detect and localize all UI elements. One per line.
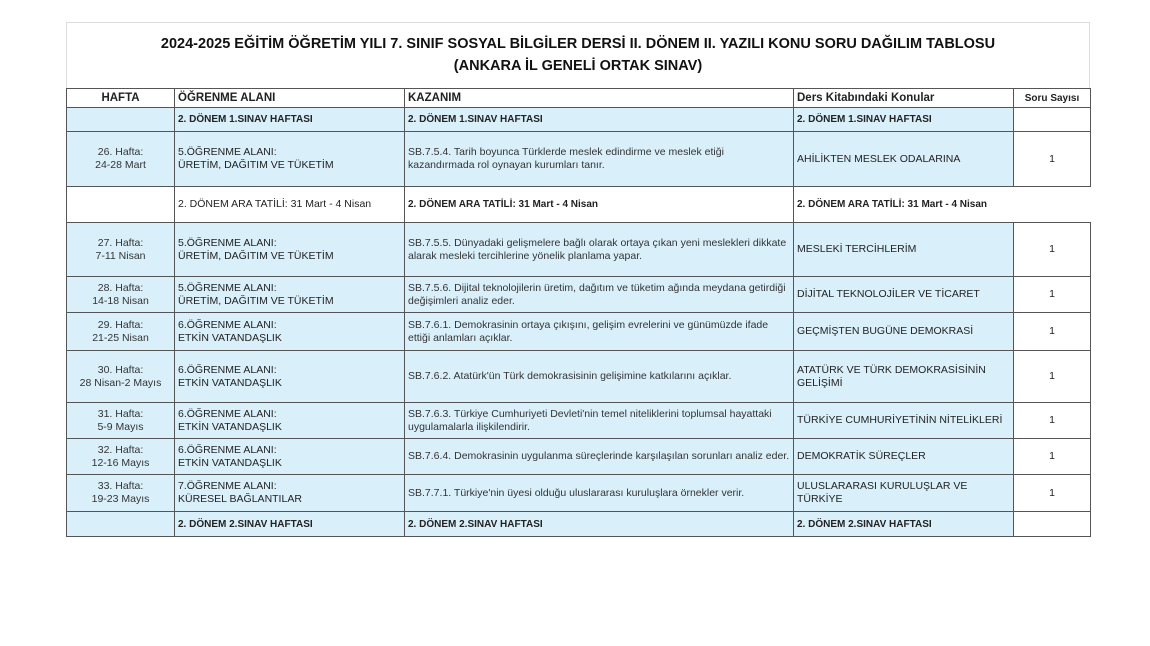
table-row — [67, 351, 1091, 403]
table-row — [67, 277, 1091, 313]
cell-hafta — [67, 475, 175, 512]
cell-ogrenme — [175, 351, 405, 403]
header-konular: Ders Kitabındaki Konular — [794, 89, 1014, 108]
learning-area-number: 6.ÖĞRENME ALANI: — [178, 363, 277, 376]
cell-kazanim: SB.7.5.5. Dünyadaki gelişmelere bağlı olarak ortaya çıkan yeni meslekleri dikkate alarak mesleki tercihlerine yönelik planlama yapar. — [405, 223, 794, 277]
cell-kazanim: SB.7.6.3. Türkiye Cumhuriyeti Devleti'nin temel niteliklerini toplumsal hayattaki uygulamalarla ilişkilendirir. — [405, 403, 794, 439]
week-label: 32. Hafta: — [97, 443, 144, 456]
title-line-2: (ANKARA İL GENELİ ORTAK SINAV) — [453, 58, 703, 74]
cell-konu: 2. DÖNEM 2.SINAV HAFTASI — [794, 512, 1014, 537]
cell-konu: DEMOKRATİK SÜREÇLER — [794, 439, 1014, 475]
learning-area-number: 5.ÖĞRENME ALANI: — [178, 281, 277, 294]
learning-area-name: ETKİN VATANDAŞLIK — [178, 456, 282, 469]
cell-konu: DİJİTAL TEKNOLOJİLER VE TİCARET — [794, 277, 1014, 313]
cell-konu: 2. DÖNEM 1.SINAV HAFTASI — [794, 108, 1014, 132]
cell-ogrenme: 2. DÖNEM 2.SINAV HAFTASI — [175, 512, 405, 537]
cell-hafta — [67, 313, 175, 351]
cell-soru: 1 — [1014, 223, 1091, 277]
table-row-exam-1 — [67, 108, 1091, 132]
cell-ogrenme — [175, 132, 405, 187]
week-label: 27. Hafta: — [97, 236, 144, 249]
cell-hafta — [67, 277, 175, 313]
cell-konu: MESLEKİ TERCİHLERİM — [794, 223, 1014, 277]
cell-konu: AHİLİKTEN MESLEK ODALARINA — [794, 132, 1014, 187]
cell-konu: 2. DÖNEM ARA TATİLİ: 31 Mart - 4 Nisan — [794, 187, 1091, 223]
cell-kazanim: SB.7.7.1. Türkiye'nin üyesi olduğu uluslararası kuruluşlara örnekler verir. — [405, 475, 794, 512]
cell-ogrenme — [175, 475, 405, 512]
cell-kazanim: 2. DÖNEM 1.SINAV HAFTASI — [405, 108, 794, 132]
cell-empty — [67, 187, 175, 223]
table-row — [67, 439, 1091, 475]
cell-konu: TÜRKİYE CUMHURİYETİNİN NİTELİKLERİ — [794, 403, 1014, 439]
table-row-exam-2 — [67, 512, 1091, 537]
learning-area-name: ETKİN VATANDAŞLIK — [178, 376, 282, 389]
learning-area-name: ÜRETİM, DAĞITIM VE TÜKETİM — [178, 249, 334, 262]
table-row — [67, 223, 1091, 277]
cell-soru: 1 — [1014, 277, 1091, 313]
cell-kazanim: SB.7.5.6. Dijital teknolojilerin üretim, dağıtım ve tüketim ağında meydana getirdiği değişimleri analiz eder. — [405, 277, 794, 313]
cell-kazanim: 2. DÖNEM ARA TATİLİ: 31 Mart - 4 Nisan — [405, 187, 794, 223]
header-hafta: HAFTA — [67, 89, 175, 108]
cell-ogrenme: 2. DÖNEM 1.SINAV HAFTASI — [175, 108, 405, 132]
cell-hafta — [67, 223, 175, 277]
week-dates: 21-25 Nisan — [92, 331, 149, 344]
learning-area-name: ETKİN VATANDAŞLIK — [178, 420, 282, 433]
week-label: 26. Hafta: — [97, 146, 144, 158]
cell-soru: 1 — [1014, 351, 1091, 403]
cell-kazanim: 2. DÖNEM 2.SINAV HAFTASI — [405, 512, 794, 537]
week-dates: 14-18 Nisan — [92, 294, 149, 307]
week-label: 33. Hafta: — [97, 480, 144, 492]
cell-empty — [1014, 512, 1091, 537]
week-dates: 7-11 Nisan — [95, 249, 146, 262]
learning-area-number: 7.ÖĞRENME ALANI: — [178, 480, 277, 492]
cell-konu: ULUSLARARASI KURULUŞLAR VE TÜRKİYE — [794, 475, 1014, 512]
cell-ogrenme — [175, 313, 405, 351]
table-row — [67, 313, 1091, 351]
cell-hafta — [67, 351, 175, 403]
week-dates: 19-23 Mayıs — [91, 493, 150, 505]
cell-kazanim: SB.7.6.4. Demokrasinin uygulanma süreçlerinde karşılaşılan sorunları analiz eder. — [405, 439, 794, 475]
cell-empty — [67, 512, 175, 537]
cell-soru: 1 — [1014, 439, 1091, 475]
week-dates: 28 Nisan-2 Mayıs — [79, 376, 162, 389]
week-label: 29. Hafta: — [97, 318, 144, 331]
week-label: 31. Hafta: — [97, 407, 144, 420]
table-row — [67, 132, 1091, 187]
cell-empty — [67, 108, 175, 132]
learning-area-name: KÜRESEL BAĞLANTILAR — [178, 493, 302, 505]
cell-ogrenme — [175, 403, 405, 439]
cell-ogrenme: 2. DÖNEM ARA TATİLİ: 31 Mart - 4 Nisan — [175, 187, 405, 223]
week-label: 30. Hafta: — [97, 363, 144, 376]
cell-hafta — [67, 132, 175, 187]
title-line-1: 2024-2025 EĞİTİM ÖĞRETİM YILI 7. SINIF SOSYAL BİLGİLER DERSİ II. DÖNEM II. YAZILI KONU SORU DAĞILIM TABLOSU — [160, 36, 996, 52]
cell-kazanim: SB.7.6.2. Atatürk'ün Türk demokrasisinin gelişimine katkılarını açıklar. — [405, 351, 794, 403]
learning-area-number: 6.ÖĞRENME ALANI: — [178, 318, 277, 331]
week-dates: 5-9 Mayıs — [97, 420, 144, 433]
learning-area-number: 6.ÖĞRENME ALANI: — [178, 407, 277, 420]
learning-area-number: 5.ÖĞRENME ALANI: — [178, 146, 277, 158]
week-dates: 24-28 Mart — [95, 159, 146, 171]
table-row — [67, 475, 1091, 512]
cell-konu: GEÇMİŞTEN BUGÜNE DEMOKRASİ — [794, 313, 1014, 351]
learning-area-name: ETKİN VATANDAŞLIK — [178, 331, 282, 344]
header-soru-sayisi: Soru Sayısı — [1014, 89, 1091, 108]
cell-hafta — [67, 403, 175, 439]
cell-soru: 1 — [1014, 475, 1091, 512]
table-title — [66, 22, 1090, 88]
header-ogrenme-alani: ÖĞRENME ALANI — [175, 89, 405, 108]
cell-kazanim: SB.7.6.1. Demokrasinin ortaya çıkışını, gelişim evrelerini ve günümüzde ifade ettiği anlamları açıklar. — [405, 313, 794, 351]
cell-ogrenme — [175, 277, 405, 313]
week-dates: 12-16 Mayıs — [91, 456, 150, 469]
cell-ogrenme — [175, 223, 405, 277]
learning-area-name: ÜRETİM, DAĞITIM VE TÜKETİM — [178, 294, 334, 307]
cell-soru: 1 — [1014, 403, 1091, 439]
header-kazanim: KAZANIM — [405, 89, 794, 108]
cell-ogrenme — [175, 439, 405, 475]
learning-area-number: 5.ÖĞRENME ALANI: — [178, 236, 277, 249]
cell-kazanim: SB.7.5.4. Tarih boyunca Türklerde meslek edindirme ve meslek etiği kazandırmada rol oynayan kurumları tanır. — [405, 132, 794, 187]
learning-area-number: 6.ÖĞRENME ALANI: — [178, 443, 277, 456]
week-label: 28. Hafta: — [97, 281, 144, 294]
learning-area-name: ÜRETİM, DAĞITIM VE TÜKETİM — [178, 159, 334, 171]
table-row — [67, 403, 1091, 439]
distribution-table-sheet — [66, 22, 1090, 537]
cell-empty — [1014, 108, 1091, 132]
table-row-break — [67, 187, 1091, 223]
header-row — [67, 89, 1091, 108]
cell-soru: 1 — [1014, 132, 1091, 187]
cell-soru: 1 — [1014, 313, 1091, 351]
cell-hafta — [67, 439, 175, 475]
topic-distribution-table — [66, 88, 1091, 537]
cell-konu: ATATÜRK VE TÜRK DEMOKRASİSİNİN GELİŞİMİ — [794, 351, 1014, 403]
